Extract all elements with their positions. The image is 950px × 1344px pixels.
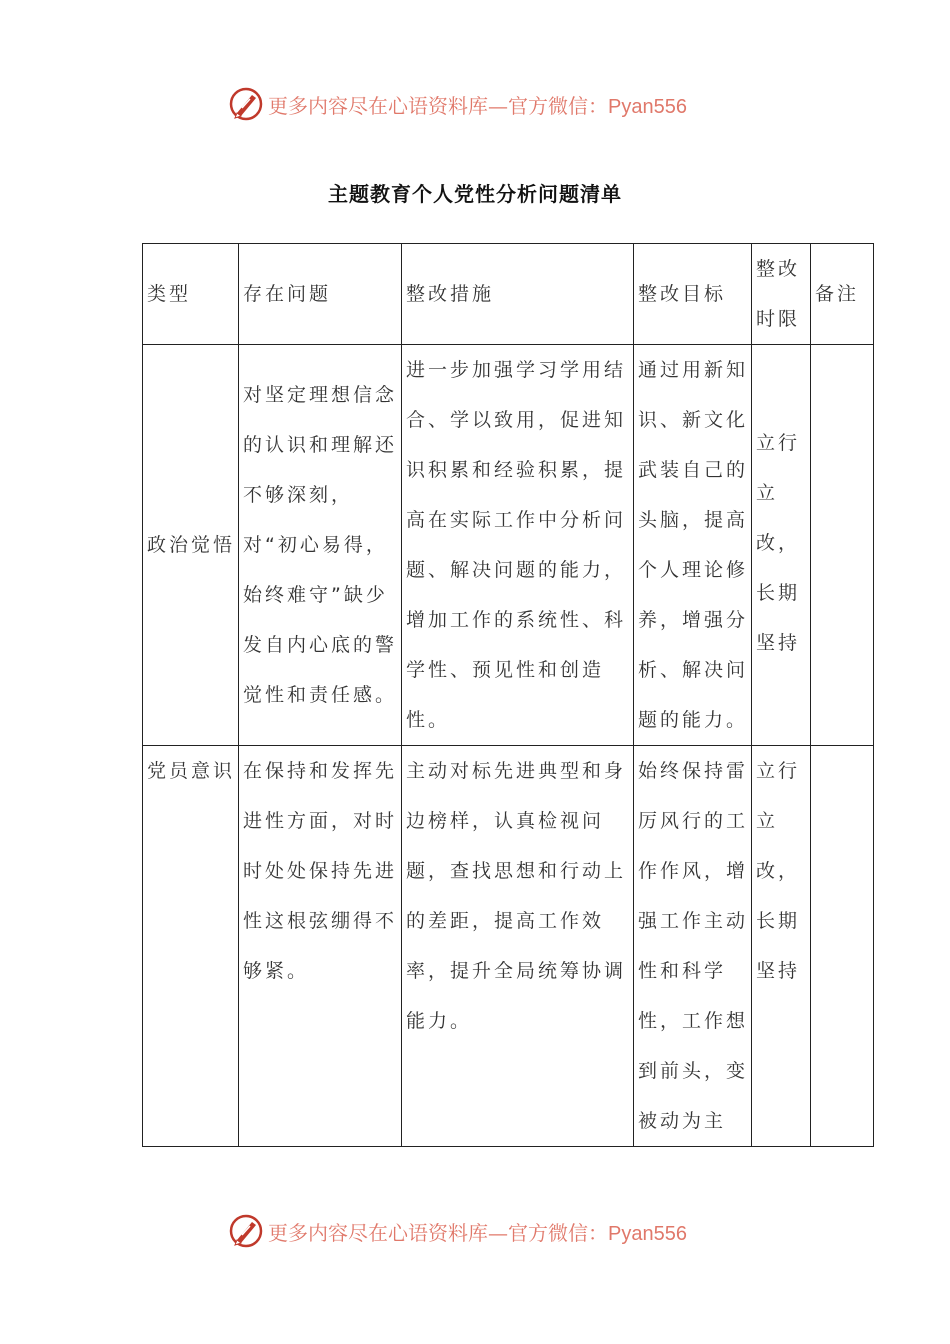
pen-logo-icon [228, 1213, 264, 1249]
header-goal: 整改目标 [634, 244, 752, 345]
pen-logo-icon [228, 86, 264, 122]
watermark-text: 更多内容尽在心语资料库—官方微信：Pyan556 [268, 93, 687, 118]
header-measure: 整改措施 [402, 244, 634, 345]
watermark-banner-bottom [228, 1211, 687, 1251]
cell-goal: 始终保持雷厉风行的工作作风，增强工作主动性和科学性，工作想到前头，变被动为主 [634, 746, 752, 1147]
cell-measure: 进一步加强学习学用结合、学以致用，促进知识积累和经验积累，提高在实际工作中分析问题、解决问题的能力，增加工作的系统性、科学性、预见性和创造性。 [402, 345, 634, 746]
cell-deadline: 立行立改，长期坚持 [752, 345, 811, 746]
cell-type: 党员意识 [143, 746, 239, 1147]
cell-problem: 对坚定理想信念的认识和理解还不够深刻，对“初心易得，始终难守”缺少发自内心底的警觉性和责任感。 [239, 345, 402, 746]
cell-measure: 主动对标先进典型和身边榜样，认真检视问题，查找思想和行动上的差距，提高工作效率，提升全局统筹协调能力。 [402, 746, 634, 1147]
header-deadline: 整改时限 [752, 244, 811, 345]
cell-remark [811, 345, 874, 746]
document-title: 主题教育个人党性分析问题清单 [328, 182, 622, 206]
cell-type: 政治觉悟 [143, 345, 239, 746]
header-type: 类型 [143, 244, 239, 345]
table-row [143, 345, 874, 746]
watermark-banner-top [228, 84, 687, 124]
watermark-text: 更多内容尽在心语资料库—官方微信：Pyan556 [268, 1220, 687, 1245]
header-problem: 存在问题 [239, 244, 402, 345]
cell-deadline: 立行立改，长期坚持 [752, 746, 811, 1147]
cell-goal: 通过用新知识、新文化武装自己的头脑，提高个人理论修养，增强分析、解决问题的能力。 [634, 345, 752, 746]
cell-problem: 在保持和发挥先进性方面，对时时处处保持先进性这根弦绷得不够紧。 [239, 746, 402, 1147]
table-row [143, 746, 874, 1147]
cell-remark [811, 746, 874, 1147]
header-remark: 备注 [811, 244, 874, 345]
problem-list-table [142, 243, 874, 1147]
table-header-row [143, 244, 874, 345]
